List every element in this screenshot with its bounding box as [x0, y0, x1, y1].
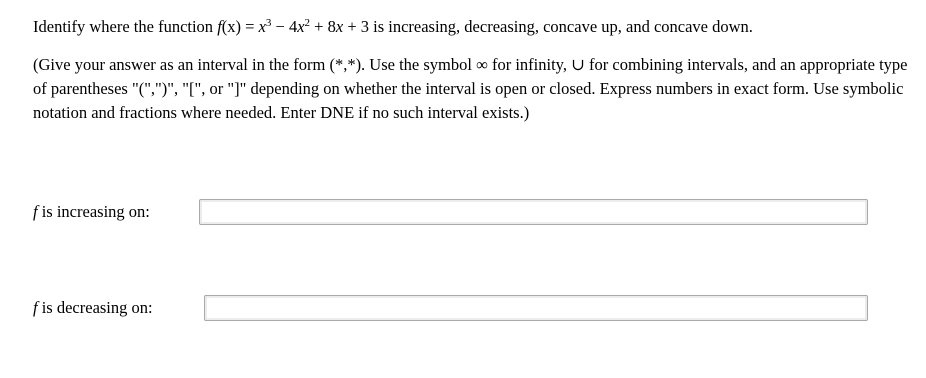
term-x-squared-exponent: 2: [304, 17, 311, 29]
question-prefix-text: Identify where the function: [33, 17, 218, 36]
decreasing-label-text: is decreasing on:: [37, 298, 153, 317]
function-argument: (x) =: [221, 17, 259, 36]
term-x-linear: x: [335, 17, 344, 36]
decreasing-label: [33, 298, 153, 318]
increasing-label: [33, 202, 150, 222]
term-x-cubed-exponent: 3: [265, 17, 272, 29]
term-x-squared-base: x: [297, 17, 305, 36]
question-suffix-text: + 3 is increasing, decreasing, concave up, and concave down.: [343, 17, 753, 36]
increasing-label-text: is increasing on:: [37, 202, 150, 221]
term-x-cubed-base: x: [258, 17, 266, 36]
decreasing-interval-input[interactable]: [204, 295, 868, 321]
increasing-interval-input[interactable]: [199, 199, 868, 225]
term-plus-coefficient: + 8: [310, 17, 336, 36]
answer-instructions: (Give your answer as an interval in the form (*,*). Use the symbol ∞ for infinity, ∪ for combining intervals, and an appropriate type of parentheses "(",")", "[", or "]" depending on whether the interval is open or closed. Express numbers in exact form. Use symbolic notation and fractions where needed. Enter DNE if no such interval exists.): [33, 55, 908, 122]
term-minus-coefficient: − 4: [271, 17, 298, 36]
question-prompt: [33, 15, 913, 39]
increasing-row: [33, 197, 150, 227]
function-name: f: [217, 17, 222, 36]
decreasing-row: [33, 293, 153, 323]
increasing-label-var: f: [33, 202, 38, 221]
decreasing-label-var: f: [33, 298, 38, 317]
